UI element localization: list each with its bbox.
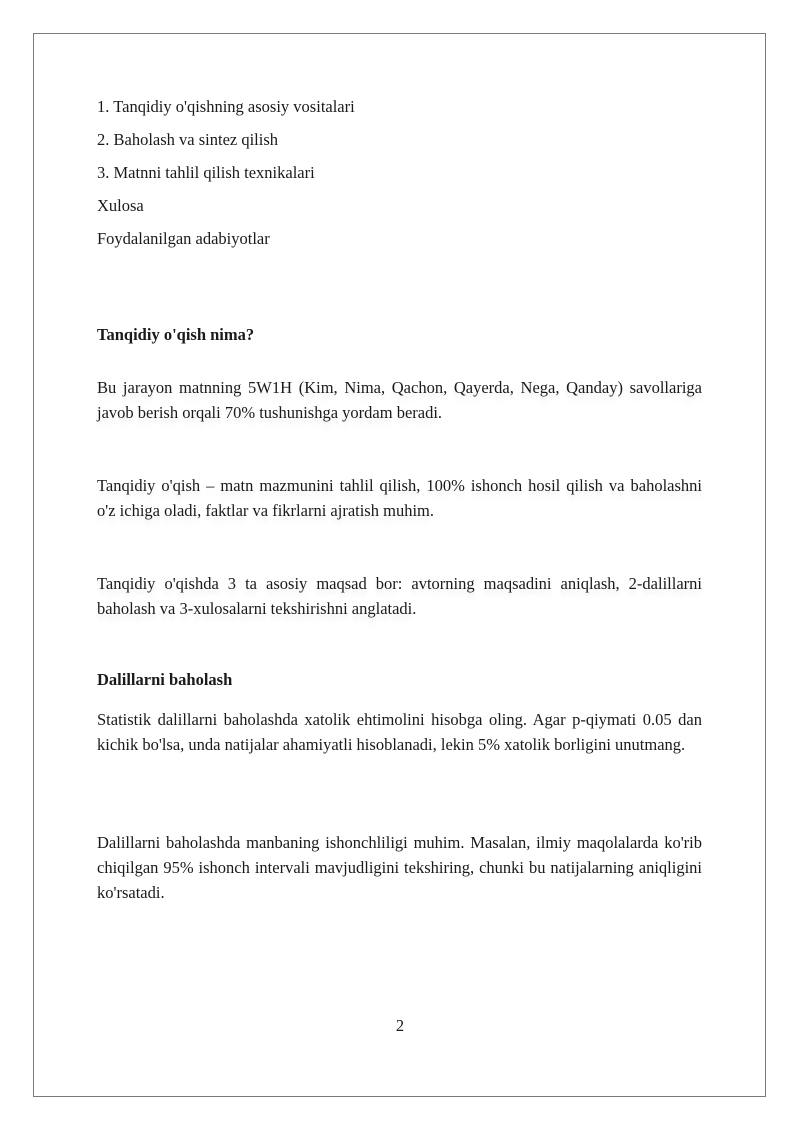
paragraph: Bu jarayon matnning 5W1H (Kim, Nima, Qachon, Qayerda, Nega, Qanday) savollariga javob berish orqali 70% tushunishga yordam beradi. [97,378,702,422]
page-number: 2 [395,1016,405,1035]
section-heading: Tanqidiy o'qish nima? [97,325,255,344]
paragraph: Dalillarni baholashda manbaning ishonchliligi muhim. Masalan, ilmiy maqolalarda ko'rib chiqilgan 95% ishonch intervali mavjudligini tekshiring, chunki bu natijalarning aniqligini ko'rsatadi. [97,833,702,902]
paragraph: Tanqidiy o'qishda 3 ta asosiy maqsad bor: avtorning maqsadini aniqlash, 2-dalillarni baholash va 3-xulosalarni tekshirishni anglatadi. [97,574,702,618]
toc-item: Xulosa [97,196,144,215]
toc-item: 2. Baholash va sintez qilish [97,130,279,149]
section-heading: Dalillarni baholash [97,670,233,689]
table-of-contents [97,96,707,261]
toc-item: Foydalanilgan adabiyotlar [97,229,270,248]
paragraph: Tanqidiy o'qish – matn mazmunini tahlil qilish, 100% ishonch hosil qilish va baholashni o'z ichiga oladi, faktlar va fikrlarni ajratish muhim. [97,476,702,520]
toc-item: 3. Matnni tahlil qilish texnikalari [97,163,315,182]
paragraph: Statistik dalillarni baholashda xatolik ehtimolini hisobga oling. Agar p-qiymati 0.05 dan kichik bo'lsa, unda natijalar ahamiyatli hisoblanadi, lekin 5% xatolik borligini unutmang. [97,710,702,754]
toc-item: 1. Tanqidiy o'qishning asosiy vositalari [97,97,355,116]
